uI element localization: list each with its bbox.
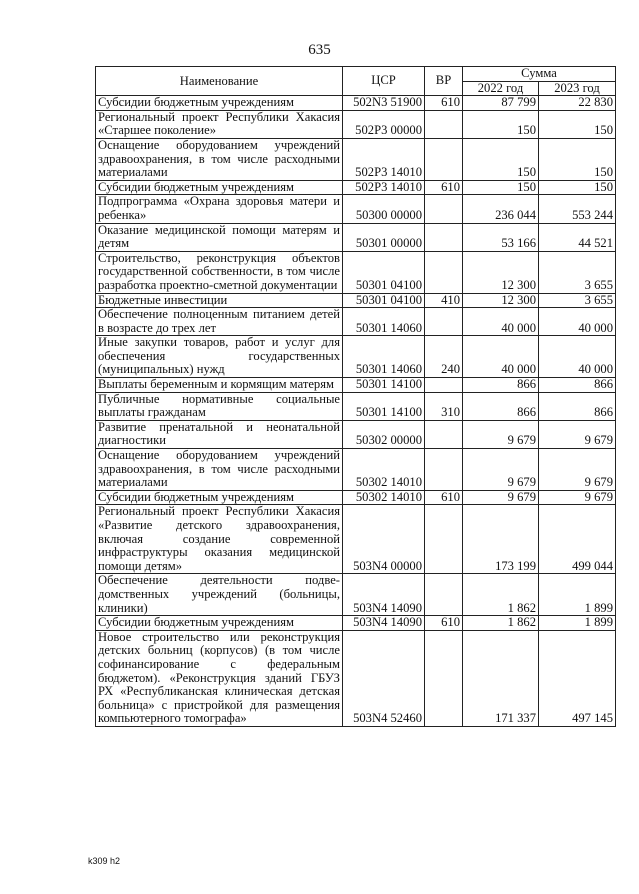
row-sum-2023-cell: 499 044	[539, 505, 616, 574]
row-sum-2023-cell: 3 655	[539, 293, 616, 308]
row-vr-cell	[425, 308, 463, 336]
row-sum-2022-cell: 150	[463, 110, 539, 138]
row-vr-cell	[425, 138, 463, 180]
row-vr-cell	[425, 195, 463, 223]
table-row	[96, 392, 616, 420]
row-name-cell: Оказание медицинской помощи матерям и детям	[96, 223, 343, 251]
row-sum-2022-cell: 171 337	[463, 630, 539, 726]
row-vr-cell	[425, 505, 463, 574]
table-header	[96, 67, 616, 96]
footer-code: k309 h2	[88, 856, 121, 866]
row-vr-cell	[425, 251, 463, 293]
row-sum-2023-cell: 150	[539, 180, 616, 195]
table-body	[96, 96, 616, 727]
row-sum-2023-cell: 9 679	[539, 490, 616, 505]
page-number: 635	[308, 42, 331, 58]
row-sum-2023-cell: 3 655	[539, 251, 616, 293]
row-sum-2022-cell: 866	[463, 378, 539, 393]
row-sum-2023-cell: 150	[539, 110, 616, 138]
row-name-cell: Региональный проект Республики Хакасия «Старшее поколение»	[96, 110, 343, 138]
row-sum-2022-cell: 12 300	[463, 251, 539, 293]
row-sum-2022-cell: 87 799	[463, 96, 539, 111]
row-sum-2022-cell: 9 679	[463, 490, 539, 505]
table-row	[96, 138, 616, 180]
row-csr-cell: 50301 14060	[343, 308, 425, 336]
row-sum-2023-cell: 9 679	[539, 449, 616, 491]
row-csr-cell: 503N4 14090	[343, 574, 425, 616]
row-name-cell: Подпрограмма «Охрана здоровья матери и ребенка»	[96, 195, 343, 223]
row-sum-2023-cell: 1 899	[539, 574, 616, 616]
row-name-cell: Оснащение оборудованием учреждений здравоохранения, в том числе расходными материалами	[96, 449, 343, 491]
row-sum-2022-cell: 40 000	[463, 308, 539, 336]
row-csr-cell: 50301 00000	[343, 223, 425, 251]
table-row	[96, 96, 616, 111]
budget-table	[95, 66, 616, 727]
table-row	[96, 251, 616, 293]
row-vr-cell: 240	[425, 336, 463, 378]
row-csr-cell: 50301 04100	[343, 251, 425, 293]
table-row	[96, 378, 616, 393]
table-row	[96, 616, 616, 631]
header-year-2023: 2023 год	[539, 81, 616, 96]
row-name-cell: Субсидии бюджетным учреждениям	[96, 180, 343, 195]
row-sum-2023-cell: 553 244	[539, 195, 616, 223]
row-name-cell: Субсидии бюджетным учреждениям	[96, 616, 343, 631]
row-sum-2022-cell: 173 199	[463, 505, 539, 574]
row-sum-2022-cell: 1 862	[463, 616, 539, 631]
table-row	[96, 336, 616, 378]
row-csr-cell: 50301 14100	[343, 392, 425, 420]
row-sum-2022-cell: 1 862	[463, 574, 539, 616]
row-vr-cell: 610	[425, 490, 463, 505]
table-row	[96, 180, 616, 195]
header-year-2022: 2022 год	[463, 81, 539, 96]
row-sum-2023-cell: 866	[539, 392, 616, 420]
row-vr-cell	[425, 630, 463, 726]
row-csr-cell: 50301 14060	[343, 336, 425, 378]
row-sum-2023-cell: 9 679	[539, 420, 616, 448]
row-sum-2022-cell: 150	[463, 138, 539, 180]
row-name-cell: Обеспечение деятельности подведомственных учреждений (больницы, клиники)	[96, 574, 343, 616]
row-name-cell: Публичные нормативные социальные выплаты гражданам	[96, 392, 343, 420]
table-row	[96, 505, 616, 574]
row-csr-cell: 50302 14010	[343, 449, 425, 491]
row-vr-cell	[425, 223, 463, 251]
row-name-cell: Бюджетные инвестиции	[96, 293, 343, 308]
header-csr: ЦСР	[343, 67, 425, 96]
table-row	[96, 195, 616, 223]
row-vr-cell: 410	[425, 293, 463, 308]
row-name-cell: Обеспечение полноценным питанием детей в возрасте до трех лет	[96, 308, 343, 336]
row-sum-2023-cell: 40 000	[539, 308, 616, 336]
row-sum-2023-cell: 1 899	[539, 616, 616, 631]
row-sum-2022-cell: 12 300	[463, 293, 539, 308]
row-name-cell: Региональный проект Республики Хакасия «Развитие детского здравоохранения, включая создание современной инфраструктуры оказания медицинской помощи детям»	[96, 505, 343, 574]
table-row	[96, 110, 616, 138]
row-name-cell: Субсидии бюджетным учреждениям	[96, 490, 343, 505]
table-row	[96, 574, 616, 616]
row-csr-cell: 50301 14100	[343, 378, 425, 393]
row-sum-2022-cell: 9 679	[463, 420, 539, 448]
row-csr-cell: 502N3 51900	[343, 96, 425, 111]
row-vr-cell	[425, 449, 463, 491]
table-row	[96, 490, 616, 505]
row-csr-cell: 502P3 00000	[343, 110, 425, 138]
row-csr-cell: 503N4 52460	[343, 630, 425, 726]
row-sum-2022-cell: 866	[463, 392, 539, 420]
table-row	[96, 449, 616, 491]
row-vr-cell: 310	[425, 392, 463, 420]
table-row	[96, 293, 616, 308]
row-csr-cell: 50300 00000	[343, 195, 425, 223]
header-vr: ВР	[425, 67, 463, 96]
table-row	[96, 630, 616, 726]
row-vr-cell	[425, 110, 463, 138]
table-row	[96, 420, 616, 448]
row-name-cell: Строительство, реконструкция объектов государственной собственности, в том числе разработка проектно-сметной документации	[96, 251, 343, 293]
row-sum-2023-cell: 22 830	[539, 96, 616, 111]
row-csr-cell: 50301 04100	[343, 293, 425, 308]
row-sum-2023-cell: 497 145	[539, 630, 616, 726]
row-vr-cell: 610	[425, 180, 463, 195]
row-sum-2023-cell: 866	[539, 378, 616, 393]
row-name-cell: Иные закупки товаров, работ и услуг для обеспечения государственных (муниципальных) нужд	[96, 336, 343, 378]
header-sum: Сумма	[463, 67, 616, 82]
row-name-cell: Развитие пренатальной и неонатальной диагностики	[96, 420, 343, 448]
table-row	[96, 308, 616, 336]
row-csr-cell: 502P3 14010	[343, 180, 425, 195]
row-vr-cell	[425, 420, 463, 448]
row-name-cell: Субсидии бюджетным учреждениям	[96, 96, 343, 111]
row-vr-cell	[425, 378, 463, 393]
row-sum-2022-cell: 53 166	[463, 223, 539, 251]
row-csr-cell: 503N4 00000	[343, 505, 425, 574]
row-csr-cell: 50302 14010	[343, 490, 425, 505]
row-sum-2023-cell: 44 521	[539, 223, 616, 251]
row-name-cell: Оснащение оборудованием учреждений здравоохранения, в том числе расходными материалами	[96, 138, 343, 180]
row-sum-2022-cell: 150	[463, 180, 539, 195]
row-name-cell: Выплаты беременным и кормящим матерям	[96, 378, 343, 393]
row-vr-cell	[425, 574, 463, 616]
row-vr-cell: 610	[425, 616, 463, 631]
row-vr-cell: 610	[425, 96, 463, 111]
row-name-cell: Новое строительство или реконструкция детских больниц (корпусов) (в том числе софинансирование с федеральным бюджетом). «Реконструкция зданий ГБУЗ РХ «Республиканская клиническая детская больница» с пристройкой для размещения компьютерного томографа»	[96, 630, 343, 726]
row-csr-cell: 50302 00000	[343, 420, 425, 448]
row-csr-cell: 503N4 14090	[343, 616, 425, 631]
row-sum-2023-cell: 150	[539, 138, 616, 180]
row-sum-2023-cell: 40 000	[539, 336, 616, 378]
header-name: Наименование	[96, 67, 343, 96]
table-row	[96, 223, 616, 251]
row-sum-2022-cell: 236 044	[463, 195, 539, 223]
row-sum-2022-cell: 9 679	[463, 449, 539, 491]
row-csr-cell: 502P3 14010	[343, 138, 425, 180]
row-sum-2022-cell: 40 000	[463, 336, 539, 378]
